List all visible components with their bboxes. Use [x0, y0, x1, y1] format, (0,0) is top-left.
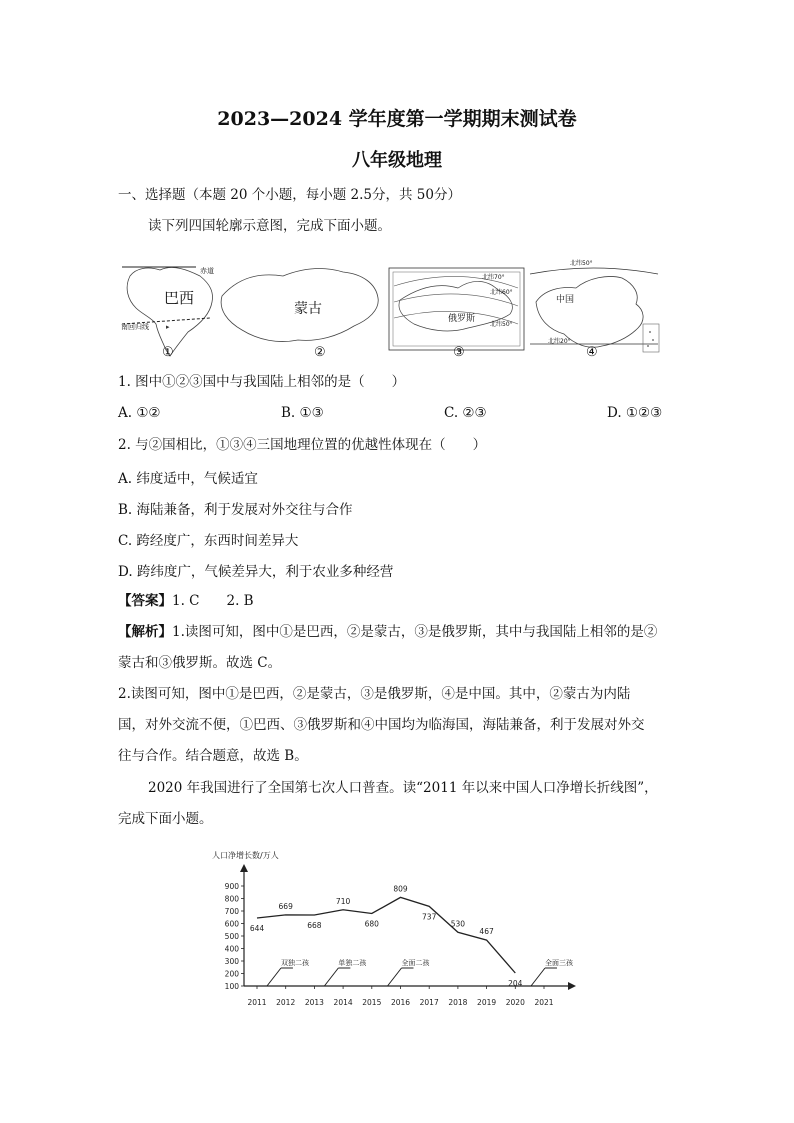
y-tick-label: 100	[224, 982, 239, 991]
question-1-stem: 1. 图中①②③国中与我国陆上相邻的是（ ）	[118, 374, 406, 390]
x-tick-label: 2019	[477, 998, 497, 1007]
analysis-line-4: 国，对外交流不便，①巴西、③俄罗斯和④中国均为临海国，海陆兼备，利于发展对外交	[118, 717, 645, 733]
data-label: 467	[479, 927, 494, 937]
section-heading: 一、选择题（本题 20 个小题，每小题 2.5分，共 50分）	[118, 187, 461, 203]
data-label: 809	[393, 884, 408, 894]
q1-option-c: C. ②③	[444, 405, 487, 421]
y-tick-label: 500	[224, 932, 239, 941]
y-tick-label: 600	[224, 919, 239, 929]
q2-option-b: B. 海陆兼备，利于发展对外交往与合作	[118, 502, 353, 518]
y-tick-label: 300	[224, 957, 239, 966]
policy-marker	[531, 968, 545, 986]
analysis-text-1: 1.读图可知，图中①是巴西，②是蒙古，③是俄罗斯，其中与我国陆上相邻的是②	[172, 624, 658, 640]
x-tick-label: 2011	[247, 998, 267, 1007]
china-name: 中国	[556, 295, 575, 305]
policy-label: 单独二孩	[338, 959, 367, 967]
intro-text: 读下列四国轮廓示意图，完成下面小题。	[148, 218, 391, 234]
analysis-line-5: 往与合作。结合题意，故选 B。	[118, 748, 308, 764]
data-label: 204	[508, 979, 523, 988]
q2-option-d: D. 跨纬度广，气候差异大，利于农业多种经营	[118, 564, 394, 580]
q1-option-d: D. ①②③	[607, 405, 663, 421]
x-tick-label: 2018	[448, 998, 468, 1007]
map-number-4: ④	[586, 345, 598, 360]
y-tick-label: 800	[224, 894, 239, 904]
analysis-label: 【解析】	[118, 624, 172, 640]
policy-marker	[324, 968, 338, 986]
intro2-line-2: 完成下面小题。	[118, 811, 213, 827]
x-tick-label: 2012	[276, 998, 296, 1007]
mongolia-name: 蒙古	[294, 301, 322, 317]
data-label: 680	[364, 919, 379, 929]
china-lat50: 北纬50°	[570, 260, 593, 267]
x-tick-label: 2021	[534, 998, 554, 1007]
tropic-label: 南回归线	[121, 323, 149, 331]
equator-label: 赤道	[200, 267, 214, 275]
answer-block	[118, 592, 254, 610]
x-tick-label: 2016	[390, 998, 411, 1007]
page-subtitle: 八年级地理	[352, 150, 442, 171]
x-axis-arrow	[568, 982, 576, 990]
q1-option-b: B. ①③	[281, 405, 324, 421]
data-label: 737	[422, 912, 437, 922]
map-number-2: ②	[314, 345, 326, 360]
brazil-name: 巴西	[164, 289, 195, 307]
population-growth-chart	[200, 845, 585, 1015]
policy-label: 全面三孩	[545, 959, 573, 967]
x-tick-label: 2014	[333, 998, 353, 1007]
map-number-3: ③	[453, 345, 465, 360]
policy-label: 全面二孩	[401, 959, 430, 967]
analysis-line-2: 蒙古和③俄罗斯。故选 C。	[118, 655, 282, 671]
y-tick-label: 700	[224, 907, 239, 916]
q1-option-a: A. ①②	[118, 405, 161, 421]
y-axis-title: 人口净增长数/万人	[212, 851, 279, 860]
q2-option-a: A. 纬度适中，气候适宜	[118, 471, 258, 487]
map-number-1: ①	[162, 345, 174, 360]
data-label: 644	[249, 924, 265, 933]
y-tick-label: 900	[224, 882, 239, 891]
data-label: 669	[278, 901, 293, 911]
x-tick-label: 2015	[362, 998, 382, 1007]
policy-marker	[267, 968, 281, 986]
page-title: 2023—2024 学年度第一学期期末测试卷	[217, 108, 577, 130]
y-axis-arrow	[240, 864, 248, 872]
x-tick-label: 2013	[304, 998, 324, 1007]
policy-marker	[388, 968, 402, 986]
intro2-line-1: 2020 年我国进行了全国第七次人口普查。读“2011 年以来中国人口净增长折线图”，	[148, 780, 658, 796]
brazil-map	[122, 267, 213, 356]
y-tick-label: 200	[224, 969, 239, 979]
x-tick-label: 2020	[505, 998, 525, 1007]
q2-option-c: C. 跨经度广，东西时间差异大	[118, 533, 299, 549]
svg-text:▸: ▸	[166, 323, 170, 331]
y-tick-label: 400	[224, 944, 239, 954]
question-2-stem: 2. 与②国相比，①③④三国地理位置的优越性体现在（ ）	[118, 437, 487, 453]
data-label: 668	[307, 921, 322, 930]
russia-lat70: 北纬70°	[482, 274, 505, 281]
answer-text: 1. C 2. B	[172, 593, 254, 609]
data-label: 530	[450, 919, 466, 929]
china-lat20: 北纬20°	[548, 338, 571, 345]
answer-label: 【答案】	[118, 593, 172, 609]
analysis-line-1	[118, 623, 657, 641]
data-label: 710	[335, 896, 351, 906]
russia-lat50: 北纬50°	[490, 321, 513, 328]
x-tick-label: 2017	[419, 998, 439, 1007]
policy-label: 双独二孩	[280, 959, 309, 967]
russia-lat60: 北纬60°	[490, 289, 513, 296]
russia-name: 俄罗斯	[448, 314, 476, 324]
analysis-line-3: 2.读图可知，图中①是巴西，②是蒙古，③是俄罗斯，④是中国。其中，②蒙古为内陆	[118, 686, 631, 702]
